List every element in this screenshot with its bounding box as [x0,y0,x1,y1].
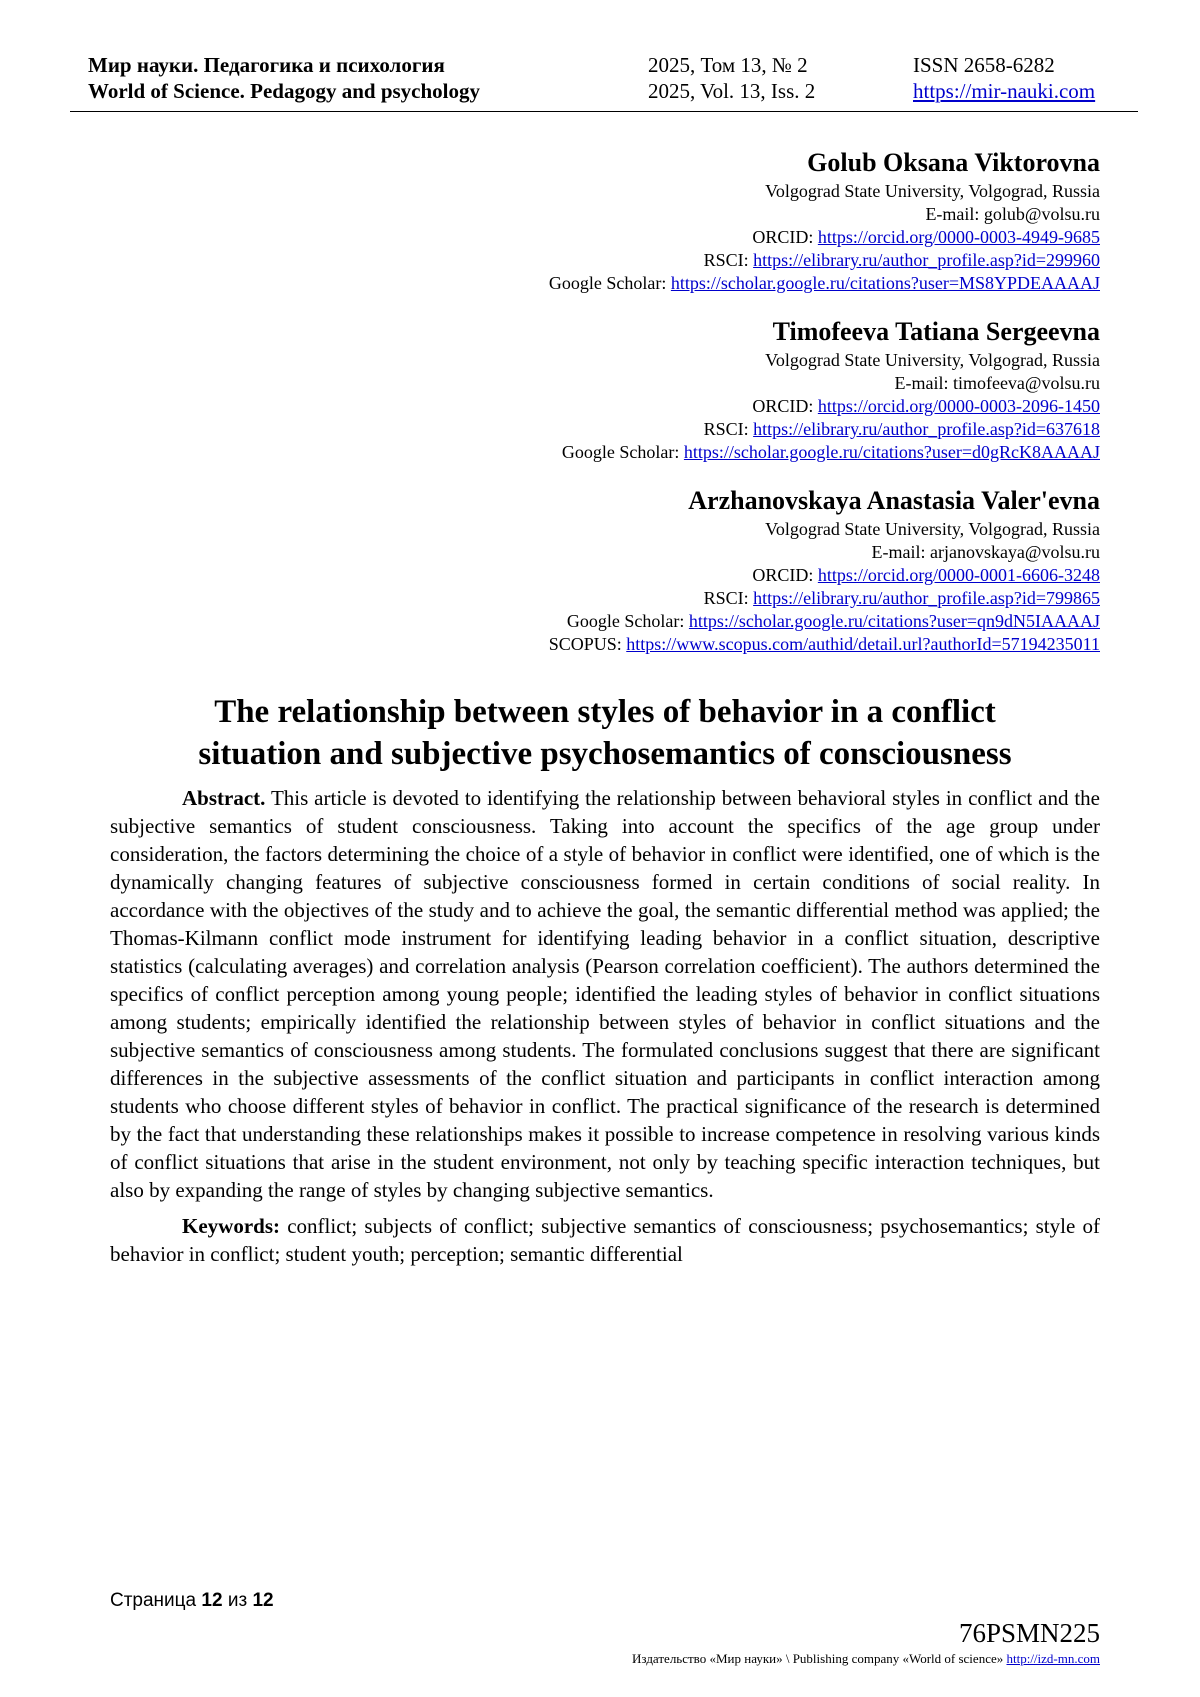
keywords-paragraph [110,1212,1100,1268]
author-card [340,315,1100,464]
author-affiliation: Volgograd State University, Volgograd, Russia [765,519,1100,539]
scholar-link[interactable]: https://scholar.google.ru/citations?user=MS8YPDEAAAAJ [670,273,1100,293]
author-email: E-mail: timofeeva@volsu.ru [894,373,1100,393]
rsci-link[interactable]: https://elibrary.ru/author_profile.asp?id=299960 [753,250,1100,270]
article-title [110,691,1100,775]
orcid-link[interactable]: https://orcid.org/0000-0003-2096-1450 [817,396,1100,416]
keywords-label: Keywords: [182,1214,280,1238]
journal-name-ru: Мир науки. Педагогика и психология [88,53,445,77]
page-of: из [227,1590,248,1611]
scholar-label: Google Scholar: [548,273,671,293]
page-current: 12 [201,1590,223,1611]
author-name: Golub Oksana Viktorovna [807,148,1100,177]
orcid-label: ORCID: [752,396,818,416]
scholar-link[interactable]: https://scholar.google.ru/citations?user=qn9dN5IAAAAJ [688,611,1100,631]
author-affiliation: Volgograd State University, Volgograd, Russia [765,350,1100,370]
author-email: E-mail: arjanovskaya@volsu.ru [871,542,1100,562]
author-name: Arzhanovskaya Anastasia Valer'evna [688,486,1100,515]
rsci-label: RSCI: [703,588,754,608]
abstract-text: This article is devoted to identifying the relationship between behavioral styles in conflict and the subjective semantics of student consciousness. Taking into account the specifics of the age group under consideration, the factors determining the choice of a style of behavior in conflict were identified, one of which is the dynamically changing features of subjective consciousness formed in certain conditions of social reality. In accordance with the objectives of the study and to achieve the goal, the semantic differential method was applied; the Thomas-Kilmann conflict mode instrument for identifying leading behavior in a conflict situation, descriptive statistics (calculating averages) and correlation analysis (Pearson correlation coefficient). The authors determined the specifics of conflict perception among young people; identified the leading styles of behavior in conflict situations among students; empirically identified the relationship between styles of behavior in conflict situations and the subjective semantics of consciousness among students. The formulated conclusions suggest that there are significant differences in the subjective assessments of the conflict situation and participants in conflict interaction among students who choose different styles of behavior in conflict. The practical significance of the research is determined by the fact that understanding these relationships makes it possible to increase competence in resolving various kinds of conflict situations that arise in the student environment, not only by teaching specific interaction techniques, but also by expanding the range of styles by changing subjective semantics. [110,786,1100,1202]
authors-block [340,146,1100,676]
keywords-text: conflict; subjects of conflict; subjective semantics of consciousness; psychosemantics; style of behavior in conflict; student youth; perception; semantic differential [110,1214,1100,1266]
article-body [110,784,1100,1268]
orcid-link[interactable]: https://orcid.org/0000-0001-6606-3248 [817,565,1100,585]
scopus-link[interactable]: https://www.scopus.com/authid/detail.url?authorId=57194235011 [626,634,1100,654]
author-affiliation: Volgograd State University, Volgograd, Russia [765,181,1100,201]
rsci-link[interactable]: https://elibrary.ru/author_profile.asp?id=799865 [753,588,1100,608]
publisher-line [632,1651,1100,1667]
orcid-link[interactable]: https://orcid.org/0000-0003-4949-9685 [817,227,1100,247]
journal-header [88,52,1138,104]
abstract-paragraph [110,784,1100,1204]
scholar-link[interactable]: https://scholar.google.ru/citations?user=d0gRcK8AAAAJ [683,442,1100,462]
rsci-link[interactable]: https://elibrary.ru/author_profile.asp?id=637618 [753,419,1100,439]
scholar-label: Google Scholar: [566,611,689,631]
publisher-link[interactable]: http://izd-mn.com [1006,1651,1100,1666]
author-card [340,484,1100,656]
author-name: Timofeeva Tatiana Sergeevna [772,317,1100,346]
header-divider [70,111,1138,112]
journal-url-link[interactable]: https://mir-nauki.com [913,79,1096,103]
article-code: 76PSMN225 [958,1618,1100,1648]
page-number [110,1590,274,1612]
article-title-line: situation and subjective psychosemantics of consciousness [198,736,1012,772]
publisher-text: Издательство «Мир науки» \ Publishing company «World of science» [632,1651,1004,1666]
journal-name-en: World of Science. Pedagogy and psychology [88,79,481,103]
issue-info-en: 2025, Vol. 13, Iss. 2 [648,79,816,103]
article-title-line: The relationship between styles of behavior in a conflict [214,694,996,730]
page-total: 12 [252,1590,274,1611]
rsci-label: RSCI: [703,419,754,439]
author-card [340,146,1100,295]
rsci-label: RSCI: [703,250,754,270]
scopus-label: SCOPUS: [548,634,627,654]
scholar-label: Google Scholar: [561,442,684,462]
issue-info-ru: 2025, Том 13, № 2 [648,53,808,77]
author-email: E-mail: golub@volsu.ru [925,204,1100,224]
orcid-label: ORCID: [752,565,818,585]
page-word: Страница [110,1590,197,1611]
abstract-label: Abstract. [182,786,266,810]
orcid-label: ORCID: [752,227,818,247]
issn: ISSN 2658-6282 [913,53,1055,77]
